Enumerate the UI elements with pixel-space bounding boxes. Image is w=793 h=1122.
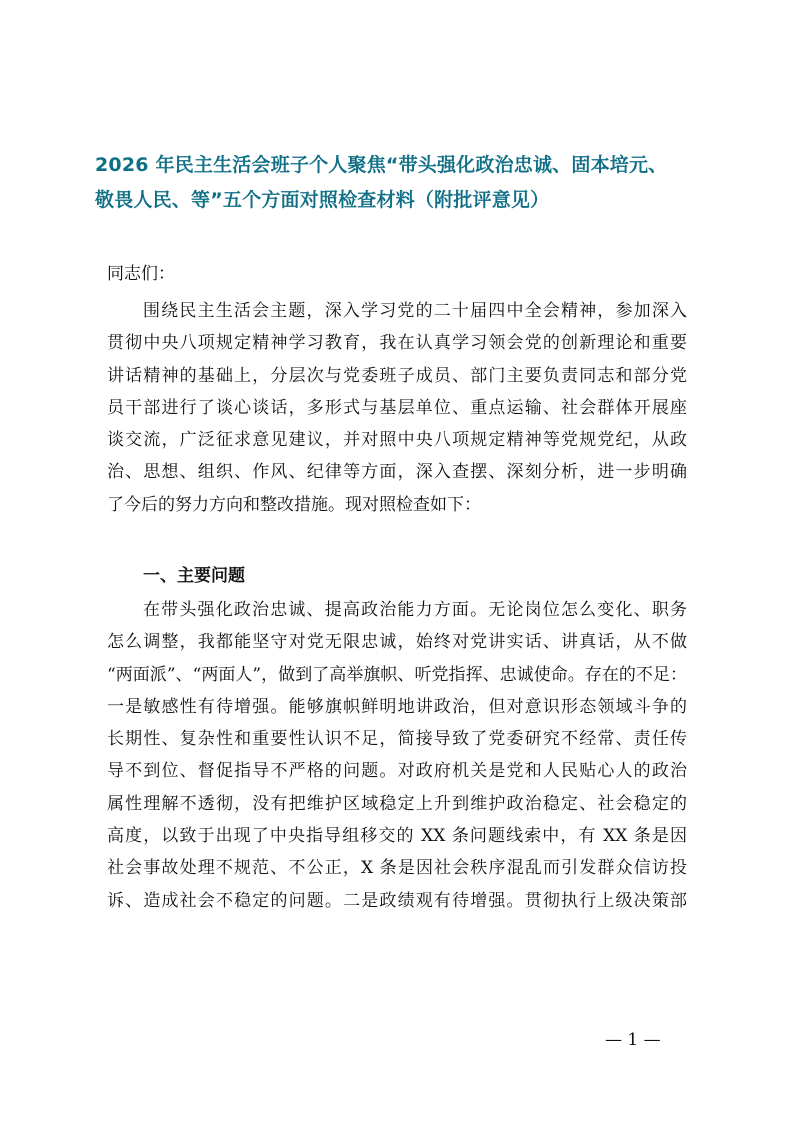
paragraph-line: 社会事故处理不规范、不公正，X 条是因社会秩序混乱而引发群众信访投	[107, 858, 687, 879]
title-line-2: 敬畏人民、等”五个方面对照检查材料（附批评意见）	[95, 189, 550, 211]
page-number: — 1 —	[605, 1030, 661, 1050]
paragraph-line: 属性理解不透彻，没有把维护区域稳定上升到维护政治稳定、社会稳定的	[107, 793, 687, 814]
paragraph-line: 围绕民主生活会主题，深入学习党的二十届四中全会精神，参加深入	[143, 301, 687, 321]
paragraph-line: “两面派”、“两面人”，做到了高举旗帜、听党指挥、忠诚使命。存在的不足：	[107, 664, 687, 685]
paragraph-intro	[107, 295, 687, 521]
paragraph-line: 了今后的努力方向和整改措施。现对照检查如下：	[107, 494, 481, 515]
paragraph-line: 员干部进行了谈心谈话，多形式与基层单位、重点运输、社会群体开展座	[107, 397, 687, 418]
paragraph-line: 贯彻中央八项规定精神学习教育，我在认真学习领会党的创新理论和重要	[107, 333, 687, 354]
paragraph-line: 怎么调整，我都能坚守对党无限忠诚，始终对党讲实话、讲真话，从不做	[107, 632, 687, 653]
paragraph-line: 在带头强化政治忠诚、提高政治能力方面。无论岗位怎么变化、职务	[143, 600, 687, 620]
paragraph-line: 导不到位、督促指导不严格的问题。对政府机关是党和人民贴心人的政治	[107, 761, 687, 782]
document-title	[95, 148, 705, 218]
paragraph-line: 诉、造成社会不稳定的问题。二是政绩观有待增强。贯彻执行上级决策部	[107, 890, 687, 911]
paragraph-line: 长期性、复杂性和重要性认识不足，简接导致了党委研究不经常、责任传	[107, 729, 687, 750]
paragraph-line: 一是敏感性有待增强。能够旗帜鲜明地讲政治，但对意识形态领域斗争的	[107, 696, 687, 717]
section-heading: 一、主要问题	[143, 566, 245, 586]
paragraph-main-problems	[107, 594, 687, 917]
paragraph-line: 治、思想、组织、作风、纪律等方面，深入查摆、深刻分析，进一步明确	[107, 462, 687, 483]
title-line-1: 2026 年民主生活会班子个人聚焦“带头强化政治忠诚、固本培元、	[95, 154, 668, 176]
paragraph-line: 谈交流，广泛征求意见建议，并对照中央八项规定精神等党规党纪，从政	[107, 430, 687, 451]
paragraph-line: 高度，以致于出现了中央指导组移交的 XX 条问题线索中，有 XX 条是因	[107, 826, 687, 847]
paragraph-line: 讲话精神的基础上，分层次与党委班子成员、部门主要负责同志和部分党	[107, 365, 687, 386]
salutation: 同志们：	[107, 264, 175, 284]
